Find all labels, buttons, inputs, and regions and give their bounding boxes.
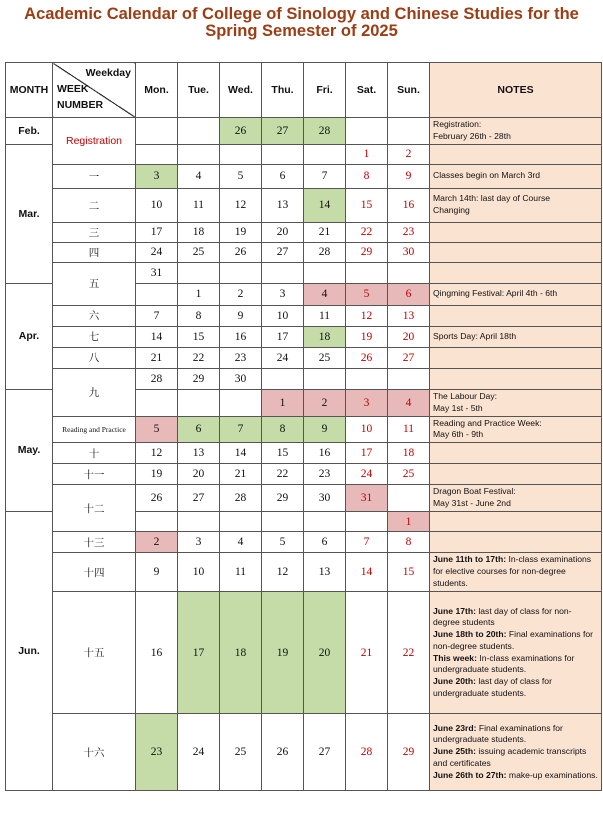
week-number: 十三 — [53, 532, 136, 553]
note-text: Changing — [433, 205, 470, 216]
day-cell: 1 — [262, 389, 304, 416]
day-cell: 11 — [388, 416, 430, 443]
note-reading-week — [430, 416, 602, 443]
day-cell — [136, 389, 178, 416]
day-cell: 26 — [346, 347, 388, 368]
day-cell: 23 — [136, 714, 178, 791]
day-cell: 4 — [304, 283, 346, 305]
table-row — [6, 242, 602, 262]
day-cell: 29 — [178, 368, 220, 389]
day-cell — [220, 262, 262, 283]
day-cell: 25 — [388, 464, 430, 485]
day-cell: 19 — [136, 464, 178, 485]
day-cell: 10 — [262, 305, 304, 326]
day-cell: 6 — [304, 532, 346, 553]
table-row — [6, 592, 602, 714]
day-cell: 26 — [136, 485, 178, 512]
day-cell: 17 — [346, 443, 388, 464]
day-cell: 16 — [304, 443, 346, 464]
day-cell — [262, 262, 304, 283]
day-cell: 5 — [136, 416, 178, 443]
day-cell: 19 — [220, 222, 262, 242]
day-cell: 1 — [346, 144, 388, 164]
week-number: 七 — [53, 326, 136, 347]
day-cell: 25 — [178, 242, 220, 262]
table-row — [6, 347, 602, 368]
note-bold: June 17th: — [433, 605, 476, 616]
week-number: 三 — [53, 222, 136, 242]
day-cell: 16 — [136, 592, 178, 714]
day-cell — [178, 262, 220, 283]
note-empty — [430, 262, 602, 283]
note-text: issuing academic transcripts and certificates — [433, 746, 587, 769]
day-cell: 31 — [346, 485, 388, 512]
day-cell: 6 — [388, 283, 430, 305]
day-cell: 10 — [346, 416, 388, 443]
day-cell: 3 — [178, 532, 220, 553]
calendar-table — [5, 62, 602, 791]
day-cell: 6 — [262, 164, 304, 188]
day-cell: 2 — [304, 389, 346, 416]
table-row — [6, 262, 602, 283]
week-number: 十六 — [53, 714, 136, 791]
week-number: 十一 — [53, 464, 136, 485]
day-cell — [262, 368, 304, 389]
day-cell: 10 — [178, 553, 220, 592]
week-weekday-header — [53, 63, 136, 118]
note-empty — [430, 242, 602, 262]
day-cell: 28 — [136, 368, 178, 389]
day-cell: 9 — [388, 164, 430, 188]
day-cell — [262, 512, 304, 532]
day-header-sun: Sun. — [388, 63, 430, 118]
day-cell: 27 — [262, 242, 304, 262]
week-number: 六 — [53, 305, 136, 326]
week-number: 十五 — [53, 592, 136, 714]
note-empty — [430, 532, 602, 553]
note-text: last day of class for non-degree students — [433, 605, 572, 628]
note-bold: June 20th: — [433, 676, 476, 687]
day-cell: 8 — [388, 532, 430, 553]
number-label: NUMBER — [57, 99, 104, 111]
day-cell — [304, 512, 346, 532]
table-row — [6, 188, 602, 222]
note-makeup-exams — [430, 714, 602, 791]
day-cell: 14 — [220, 443, 262, 464]
day-cell — [178, 144, 220, 164]
note-course-changing — [430, 188, 602, 222]
day-cell: 9 — [220, 305, 262, 326]
note-empty — [430, 222, 602, 242]
week-number: 十四 — [53, 553, 136, 592]
day-cell: 12 — [220, 188, 262, 222]
table-row — [6, 553, 602, 592]
day-cell: 4 — [178, 164, 220, 188]
day-cell: 15 — [262, 443, 304, 464]
day-cell — [304, 262, 346, 283]
note-text: Reading and Practice Week: — [433, 417, 542, 428]
day-cell — [388, 118, 430, 145]
note-empty — [430, 368, 602, 389]
month-may: May. — [6, 389, 53, 512]
day-cell: 16 — [220, 326, 262, 347]
day-cell: 27 — [388, 347, 430, 368]
note-empty — [430, 464, 602, 485]
day-cell — [262, 144, 304, 164]
day-cell: 24 — [178, 714, 220, 791]
day-cell: 23 — [388, 222, 430, 242]
note-bold: June 25th: — [433, 746, 476, 757]
week-reading-practice: Reading and Practice — [53, 416, 136, 443]
note-registration — [430, 118, 602, 145]
day-cell: 1 — [178, 283, 220, 305]
note-bold: June 23rd: — [433, 722, 477, 733]
table-row — [6, 416, 602, 443]
day-cell: 20 — [178, 464, 220, 485]
note-elective-exams — [430, 553, 602, 592]
day-cell: 20 — [304, 592, 346, 714]
day-cell — [346, 512, 388, 532]
note-bold: June 11th to 17th: — [433, 554, 507, 565]
note-dragon-boat — [430, 485, 602, 512]
day-cell: 19 — [262, 592, 304, 714]
day-cell: 13 — [304, 553, 346, 592]
table-row — [6, 485, 602, 512]
page-title: Academic Calendar of College of Sinology and Chinese Studies for the Spring Semester of 2025 — [24, 5, 579, 40]
day-cell: 29 — [262, 485, 304, 512]
day-header-sat: Sat. — [346, 63, 388, 118]
day-cell: 20 — [262, 222, 304, 242]
note-text: Final examinations for undergraduate students. — [433, 722, 563, 745]
note-bold: This week: — [433, 652, 477, 663]
day-cell: 27 — [262, 118, 304, 145]
day-cell — [136, 283, 178, 305]
day-cell: 21 — [220, 464, 262, 485]
note-text: Dragon Boat Festival: — [433, 486, 516, 497]
day-cell: 28 — [304, 118, 346, 145]
day-cell: 17 — [136, 222, 178, 242]
day-cell: 27 — [178, 485, 220, 512]
note-text: Final examinations for non-degree students. — [433, 629, 594, 651]
day-cell: 2 — [388, 144, 430, 164]
week-number: 十二 — [53, 485, 136, 532]
day-cell: 23 — [220, 347, 262, 368]
day-cell: 30 — [220, 368, 262, 389]
note-empty — [430, 443, 602, 464]
day-cell: 26 — [262, 714, 304, 791]
day-cell: 5 — [262, 532, 304, 553]
note-text: Registration: — [433, 119, 482, 129]
day-cell: 21 — [304, 222, 346, 242]
day-cell: 24 — [136, 242, 178, 262]
note-final-exams — [430, 592, 602, 714]
day-cell — [178, 512, 220, 532]
day-cell — [346, 118, 388, 145]
week-label: WEEK — [57, 83, 89, 95]
day-cell: 18 — [220, 592, 262, 714]
note-text: last day of class for undergraduate students. — [433, 676, 552, 699]
day-cell: 31 — [136, 262, 178, 283]
day-cell — [346, 262, 388, 283]
note-text: May 1st - 5th — [433, 402, 483, 413]
day-cell: 11 — [304, 305, 346, 326]
day-cell: 9 — [136, 553, 178, 592]
week-number: 九 — [53, 368, 136, 416]
day-cell: 15 — [346, 188, 388, 222]
day-cell: 15 — [178, 326, 220, 347]
day-cell: 7 — [346, 532, 388, 553]
table-row — [6, 164, 602, 188]
day-cell: 5 — [220, 164, 262, 188]
note-empty — [430, 512, 602, 532]
day-cell — [388, 485, 430, 512]
day-cell: 18 — [304, 326, 346, 347]
day-cell: 12 — [262, 553, 304, 592]
day-cell: 22 — [388, 592, 430, 714]
note-bold: June 18th to 20th: — [433, 629, 507, 640]
day-cell: 7 — [220, 416, 262, 443]
day-cell: 15 — [388, 553, 430, 592]
day-cell: 16 — [388, 188, 430, 222]
day-header-wed: Wed. — [220, 63, 262, 118]
day-cell: 26 — [220, 118, 262, 145]
day-cell: 4 — [388, 389, 430, 416]
day-cell: 8 — [262, 416, 304, 443]
day-cell: 17 — [178, 592, 220, 714]
day-cell: 7 — [304, 164, 346, 188]
day-cell: 12 — [136, 443, 178, 464]
day-cell — [136, 118, 178, 145]
day-cell: 3 — [262, 283, 304, 305]
day-cell: 7 — [136, 305, 178, 326]
day-cell: 29 — [388, 714, 430, 791]
day-cell: 8 — [346, 164, 388, 188]
month-header: MONTH — [6, 63, 53, 118]
day-cell: 14 — [346, 553, 388, 592]
table-row — [6, 326, 602, 347]
day-cell: 29 — [346, 242, 388, 262]
day-header-mon: Mon. — [136, 63, 178, 118]
day-cell: 11 — [220, 553, 262, 592]
day-cell — [136, 144, 178, 164]
note-empty — [430, 305, 602, 326]
note-text: May 31st - June 2nd — [433, 498, 511, 509]
day-cell: 30 — [388, 242, 430, 262]
day-cell: 9 — [304, 416, 346, 443]
day-cell: 1 — [388, 512, 430, 532]
notes-header: NOTES — [430, 63, 602, 118]
day-cell: 22 — [262, 464, 304, 485]
month-mar: Mar. — [6, 144, 53, 283]
note-bold: June 26th to 27th: — [433, 769, 507, 780]
note-classes-begin: Classes begin on March 3rd — [430, 164, 602, 188]
table-row — [6, 368, 602, 389]
day-cell: 13 — [262, 188, 304, 222]
day-cell: 28 — [304, 242, 346, 262]
day-cell: 10 — [136, 188, 178, 222]
day-cell: 13 — [178, 443, 220, 464]
day-cell: 21 — [136, 347, 178, 368]
day-cell — [388, 368, 430, 389]
month-feb: Feb. — [6, 118, 53, 145]
day-cell: 19 — [346, 326, 388, 347]
day-cell: 14 — [136, 326, 178, 347]
note-text: In-class examinations for undergraduate students. — [433, 652, 575, 675]
day-cell: 30 — [304, 485, 346, 512]
day-cell: 5 — [346, 283, 388, 305]
week-number: 四 — [53, 242, 136, 262]
month-jun: Jun. — [6, 512, 53, 791]
day-cell: 24 — [262, 347, 304, 368]
day-cell: 21 — [346, 592, 388, 714]
table-row — [6, 714, 602, 791]
week-number: 五 — [53, 262, 136, 305]
day-header-fri: Fri. — [304, 63, 346, 118]
note-empty — [430, 144, 602, 164]
table-row — [6, 532, 602, 553]
note-text: In-class examinations for elective courses for non-degree students. — [433, 554, 592, 589]
header-row — [6, 63, 602, 118]
day-cell: 11 — [178, 188, 220, 222]
note-text: February 26th - 28th — [433, 130, 511, 141]
day-cell — [178, 118, 220, 145]
day-cell: 3 — [136, 164, 178, 188]
day-cell — [304, 144, 346, 164]
day-cell: 18 — [178, 222, 220, 242]
day-cell — [178, 389, 220, 416]
table-row — [6, 118, 602, 145]
week-number: 一 — [53, 164, 136, 188]
week-number: 八 — [53, 347, 136, 368]
day-cell — [220, 389, 262, 416]
day-cell: 14 — [304, 188, 346, 222]
week-number: 二 — [53, 188, 136, 222]
day-cell: 25 — [304, 347, 346, 368]
day-cell: 3 — [346, 389, 388, 416]
day-cell: 4 — [220, 532, 262, 553]
note-text: make-up examinations. — [506, 769, 598, 780]
weekday-label: Weekday — [85, 67, 131, 79]
day-cell: 28 — [220, 485, 262, 512]
day-cell: 22 — [178, 347, 220, 368]
day-cell: 2 — [136, 532, 178, 553]
note-labour-day — [430, 389, 602, 416]
day-cell: 22 — [346, 222, 388, 242]
day-cell: 25 — [220, 714, 262, 791]
note-qingming: Qingming Festival: April 4th - 6th — [430, 283, 602, 305]
day-cell: 26 — [220, 242, 262, 262]
note-empty — [430, 347, 602, 368]
table-row — [6, 443, 602, 464]
day-cell: 28 — [346, 714, 388, 791]
day-header-tue: Tue. — [178, 63, 220, 118]
day-cell — [304, 368, 346, 389]
table-row — [6, 222, 602, 242]
day-cell: 13 — [388, 305, 430, 326]
day-cell: 12 — [346, 305, 388, 326]
week-number: 十 — [53, 443, 136, 464]
day-cell: 23 — [304, 464, 346, 485]
note-text: March 14th: last day of Course — [433, 193, 551, 204]
note-sports-day: Sports Day: April 18th — [430, 326, 602, 347]
month-apr: Apr. — [6, 283, 53, 389]
day-cell — [220, 512, 262, 532]
day-cell: 17 — [262, 326, 304, 347]
day-cell: 24 — [346, 464, 388, 485]
day-cell: 18 — [388, 443, 430, 464]
note-text: The Labour Day: — [433, 390, 498, 401]
day-cell: 6 — [178, 416, 220, 443]
day-cell — [346, 368, 388, 389]
day-cell — [388, 262, 430, 283]
day-cell — [220, 144, 262, 164]
note-text: May 6th - 9th — [433, 429, 484, 440]
day-cell: 20 — [388, 326, 430, 347]
day-cell: 27 — [304, 714, 346, 791]
day-header-thu: Thu. — [262, 63, 304, 118]
table-row — [6, 464, 602, 485]
table-row — [6, 305, 602, 326]
week-registration: Registration — [53, 118, 136, 165]
day-cell: 2 — [220, 283, 262, 305]
day-cell — [136, 512, 178, 532]
day-cell: 8 — [178, 305, 220, 326]
